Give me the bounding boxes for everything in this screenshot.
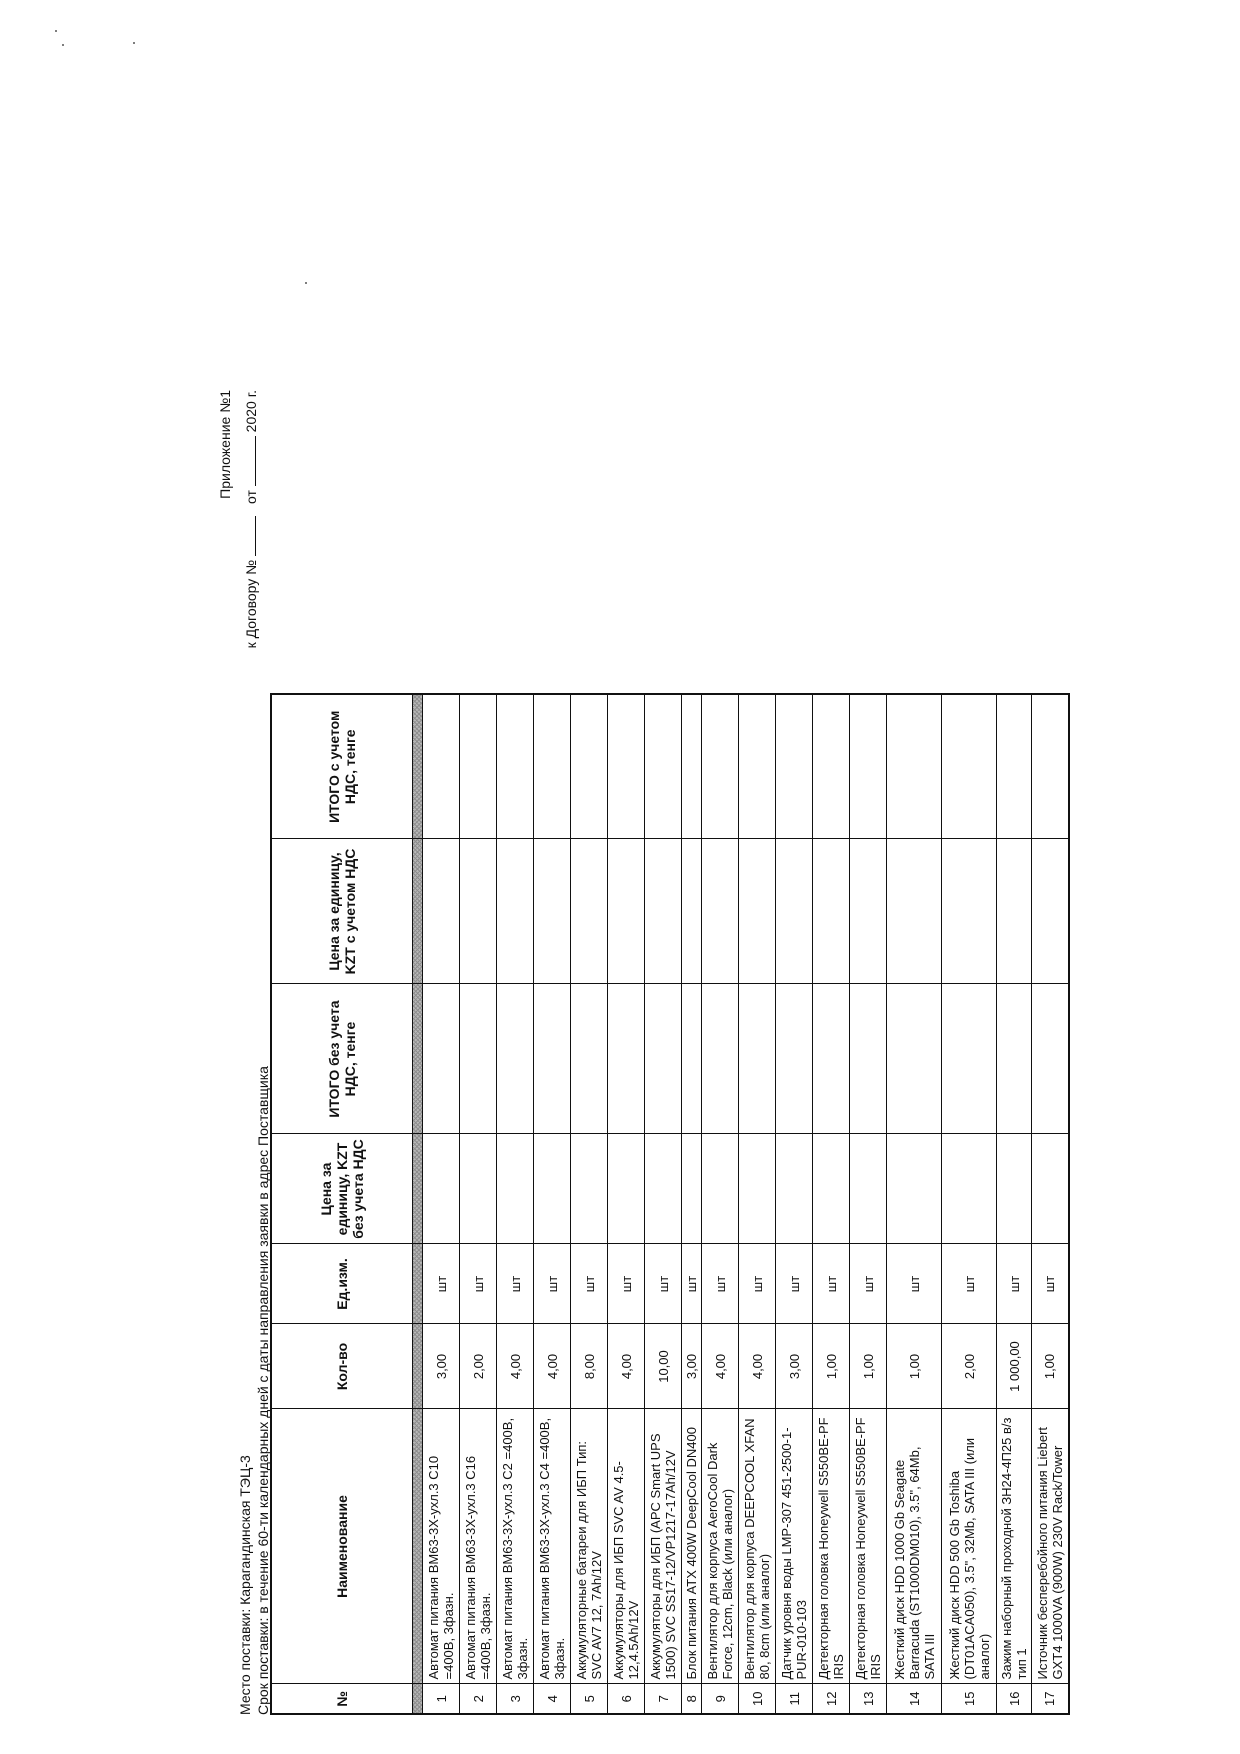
header-price-vat: Цена за единицу, KZT с учетом НДС [271,839,413,984]
cell-qty: 2,00 [460,1324,497,1409]
cell-unit: шт [571,1244,608,1324]
appendix-title: Приложение №1 [217,390,233,499]
cell-unit: шт [776,1244,813,1324]
cell-name: Детекторная головка Honeywell S550BE-PF IRIS [813,1409,850,1684]
table-row [739,694,776,1714]
cell-name: Автомат питания ВМ63-3Х-ухл.3 С2 =400В, 3фазн. [497,1409,534,1684]
cell-price-vat [645,839,682,984]
cell-qty: 1 000,00 [997,1324,1032,1409]
cell-price-vat [571,839,608,984]
cell-price-no-vat [1032,1134,1069,1244]
cell-unit: шт [423,1244,460,1324]
date-from-label: от [243,490,259,504]
cell-qty: 8,00 [571,1324,608,1409]
cell-price-vat [460,839,497,984]
cell-total-vat [702,694,739,839]
scan-speck [133,42,135,44]
cell-total-vat [1032,694,1069,839]
table-row [497,694,534,1714]
cell-qty: 3,00 [423,1324,460,1409]
cell-total-vat [850,694,887,839]
cell-qty: 4,00 [608,1324,645,1409]
cell-name: Автомат питания ВМ63-3Х-ухл.3 С4 =400В, 3фазн. [534,1409,571,1684]
cell-num: 6 [608,1684,645,1714]
cell-name: Автомат питания ВМ63-3Х-ухл.3 С10 =400В, 3фазн. [423,1409,460,1684]
cell-unit: шт [997,1244,1032,1324]
cell-unit: шт [645,1244,682,1324]
contract-prefix: к Договору № [243,559,259,649]
cell-num: 10 [739,1684,776,1714]
cell-total-no-vat [423,984,460,1134]
cell-num: 5 [571,1684,608,1714]
cell-total-no-vat [850,984,887,1134]
table-row [571,694,608,1714]
cell-total-no-vat [997,984,1032,1134]
cell-name: Детекторная головка Honeywell S550BE-PF IRIS [850,1409,887,1684]
cell-unit: шт [460,1244,497,1324]
cell-total-no-vat [942,984,997,1134]
cell-qty: 1,00 [1032,1324,1069,1409]
cell-price-no-vat [608,1134,645,1244]
header-unit: Ед.изм. [271,1244,413,1324]
table-row [534,694,571,1714]
header-total-no-vat: ИТОГО без учета НДС, тенге [271,984,413,1134]
cell-price-vat [608,839,645,984]
cell-name: Зажим наборный проходной ЗН24-4П25 в/з тип 1 [997,1409,1032,1684]
cell-unit: шт [887,1244,942,1324]
cell-total-no-vat [608,984,645,1134]
cell-num: 16 [997,1684,1032,1714]
cell-qty: 10,00 [645,1324,682,1409]
table-row [887,694,942,1714]
cell-total-vat [997,694,1032,839]
cell-qty: 4,00 [534,1324,571,1409]
cell-price-vat [997,839,1032,984]
cell-qty: 1,00 [887,1324,942,1409]
cell-total-no-vat [776,984,813,1134]
cell-num: 9 [702,1684,739,1714]
cell-unit: шт [608,1244,645,1324]
cell-num: 15 [942,1684,997,1714]
cell-total-no-vat [813,984,850,1134]
cell-name: Вентилятор для корпуса AeroCool Dark Force, 12cm, Black (или аналог) [702,1409,739,1684]
table-row [997,694,1032,1714]
delivery-term: Срок поставки: в течение 60-ти календарных дней с даты направления заявки в адрес Поставщика [255,1066,271,1715]
cell-price-no-vat [571,1134,608,1244]
cell-num: 8 [682,1684,702,1714]
cell-total-no-vat [682,984,702,1134]
cell-qty: 4,00 [739,1324,776,1409]
table-row [608,694,645,1714]
cell-unit: шт [682,1244,702,1324]
cell-price-no-vat [813,1134,850,1244]
header-price-no-vat: Цена за единицу, KZT без учета НДС [271,1134,413,1244]
cell-qty: 3,00 [776,1324,813,1409]
cell-price-vat [702,839,739,984]
table-row [682,694,702,1714]
cell-price-no-vat [682,1134,702,1244]
delivery-info [236,1066,272,1715]
cell-price-vat [1032,839,1069,984]
cell-num: 12 [813,1684,850,1714]
cell-total-vat [534,694,571,839]
cell-name: Датчик уровня воды LMP-307 451-2500-1-PUR-010-103 [776,1409,813,1684]
cell-total-vat [813,694,850,839]
cell-name: Блок питания ATX 400W DeepCool DN400 [682,1409,702,1684]
cell-num: 2 [460,1684,497,1714]
cell-name: Аккумуляторные батареи для ИБП Тип: SVC AV7 12, 7Ah/12V [571,1409,608,1684]
cell-qty: 1,00 [850,1324,887,1409]
cell-unit: шт [739,1244,776,1324]
cell-qty: 2,00 [942,1324,997,1409]
cell-total-no-vat [702,984,739,1134]
cell-price-vat [497,839,534,984]
table-row [850,694,887,1714]
specification-table [270,693,1070,1715]
cell-total-no-vat [497,984,534,1134]
cell-price-vat [813,839,850,984]
table-row [645,694,682,1714]
cell-total-vat [423,694,460,839]
cell-total-no-vat [645,984,682,1134]
cell-total-vat [942,694,997,839]
table-row [423,694,460,1714]
cell-total-vat [571,694,608,839]
cell-price-no-vat [645,1134,682,1244]
cell-unit: шт [702,1244,739,1324]
cell-unit: шт [813,1244,850,1324]
cell-price-no-vat [942,1134,997,1244]
scan-speck [55,30,57,32]
cell-price-vat [942,839,997,984]
cell-unit: шт [497,1244,534,1324]
cell-qty: 4,00 [497,1324,534,1409]
table-body [413,694,1069,1714]
cell-qty: 3,00 [682,1324,702,1409]
cell-price-no-vat [423,1134,460,1244]
cell-price-no-vat [739,1134,776,1244]
cell-total-vat [645,694,682,839]
cell-unit: шт [534,1244,571,1324]
cell-total-vat [776,694,813,839]
cell-total-no-vat [571,984,608,1134]
cell-total-vat [608,694,645,839]
cell-num: 13 [850,1684,887,1714]
table-row [1032,694,1069,1714]
cell-total-no-vat [887,984,942,1134]
cell-price-no-vat [850,1134,887,1244]
header-num: № [271,1684,413,1714]
cell-total-no-vat [1032,984,1069,1134]
cell-price-vat [534,839,571,984]
table-row [942,694,997,1714]
header-name: Наименование [271,1409,413,1684]
cell-price-no-vat [497,1134,534,1244]
cell-price-no-vat [997,1134,1032,1244]
delivery-place: Место поставки: Карагандинская ТЭЦ-3 [237,1455,253,1715]
cell-num: 14 [887,1684,942,1714]
cell-price-no-vat [776,1134,813,1244]
cell-name: Автомат питания ВМ63-3Х-ухл.3 С16 =400В, 3фазн. [460,1409,497,1684]
cell-total-no-vat [534,984,571,1134]
cell-num: 7 [645,1684,682,1714]
cell-name: Жесткий диск HDD 1000 Gb Seagate Barracuda (ST1000DM010), 3.5", 64Mb, SATA III [887,1409,942,1684]
cell-name: Вентилятор для корпуса DEEPCOOL XFAN 80, 8cm (или аналог) [739,1409,776,1684]
cell-unit: шт [850,1244,887,1324]
contract-reference [242,390,260,690]
table-row [776,694,813,1714]
table-row [702,694,739,1714]
cell-total-vat [739,694,776,839]
document-sheet [210,280,1110,1720]
cell-num: 3 [497,1684,534,1714]
cell-total-vat [887,694,942,839]
cell-unit: шт [1032,1244,1069,1324]
cell-num: 11 [776,1684,813,1714]
cell-num: 1 [423,1684,460,1714]
cell-total-no-vat [460,984,497,1134]
cell-name: Жесткий диск HDD 500 Gb Toshiba (DT01ACA050), 3.5", 32Mb, SATA III (или аналог) [942,1409,997,1684]
cell-price-vat [776,839,813,984]
cell-total-no-vat [739,984,776,1134]
cell-num: 17 [1032,1684,1069,1714]
contract-number-blank [255,516,256,556]
cell-price-no-vat [534,1134,571,1244]
cell-name: Источник бесперебойного питания Liebert GXT4 1000VA (900W) 230V Rack/Tower [1032,1409,1069,1684]
table-row [813,694,850,1714]
scan-speck [62,44,64,46]
cell-price-vat [887,839,942,984]
cell-qty: 1,00 [813,1324,850,1409]
cell-total-vat [497,694,534,839]
cell-name: Аккумуляторы для ИБП (APC Smart UPS 1500) SVC SS17-12/VP1217-17Ah/12V [645,1409,682,1684]
cell-price-vat [850,839,887,984]
cell-price-no-vat [702,1134,739,1244]
cell-total-vat [682,694,702,839]
cell-qty: 4,00 [702,1324,739,1409]
cell-price-vat [682,839,702,984]
cell-price-no-vat [460,1134,497,1244]
appendix-header [216,390,260,690]
header-qty: Кол-во [271,1324,413,1409]
header-separator-row [413,694,423,1714]
cell-total-vat [460,694,497,839]
date-blank [255,436,256,486]
cell-name: Аккумуляторы для ИБП SVC AV 4.5-12,4.5Ah/12V [608,1409,645,1684]
cell-price-no-vat [887,1134,942,1244]
cell-unit: шт [942,1244,997,1324]
cell-num: 4 [534,1684,571,1714]
header-total-vat: ИТОГО с учетом НДС, тенге [271,694,413,839]
cell-price-vat [423,839,460,984]
table-header-row [271,694,413,1714]
cell-price-vat [739,839,776,984]
date-year: 2020 г. [243,390,259,433]
table-row [460,694,497,1714]
